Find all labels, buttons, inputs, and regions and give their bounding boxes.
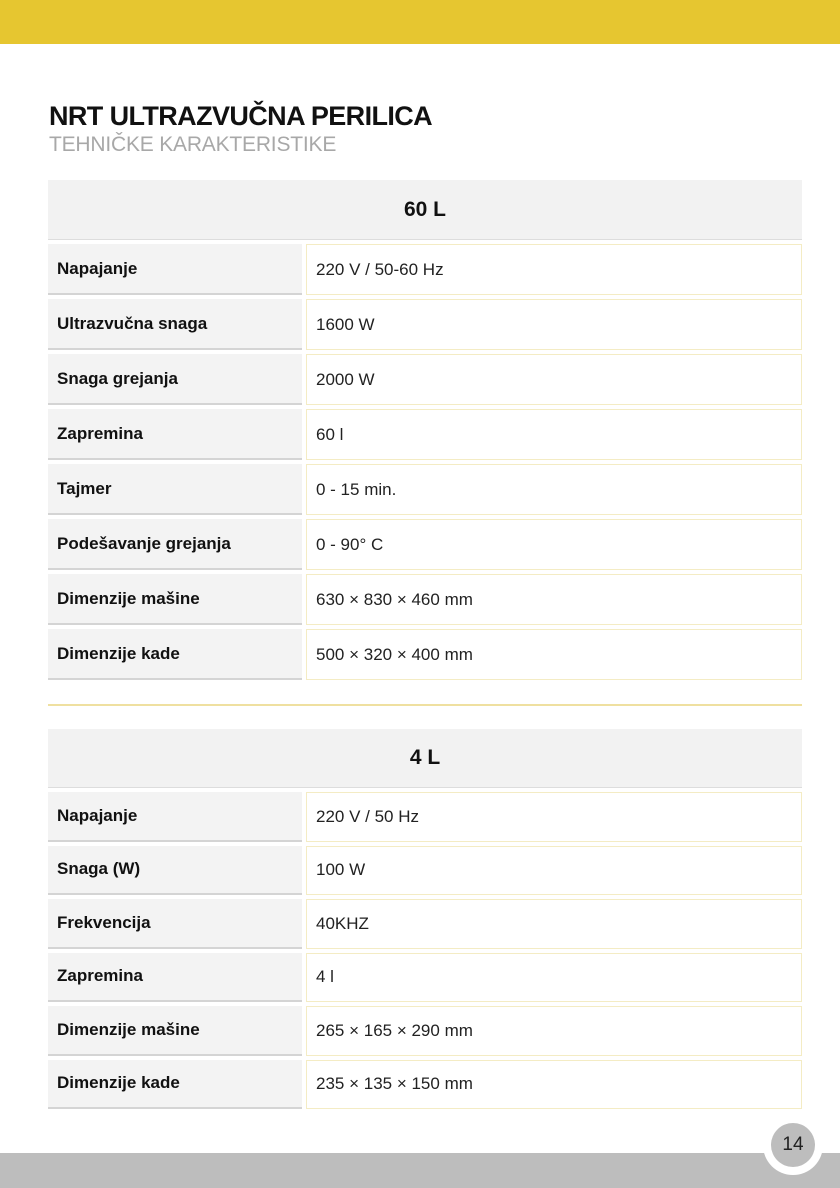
table-row: [48, 949, 802, 1003]
table-row: [48, 788, 802, 842]
spec-value: 265 × 165 × 290 mm: [306, 1006, 802, 1056]
spec-value: 0 - 90° C: [306, 519, 802, 570]
spec-label: Dimenzije kade: [48, 625, 302, 680]
spec-value: 60 l: [306, 409, 802, 460]
spec-value: 1600 W: [306, 299, 802, 350]
spec-value: 220 V / 50-60 Hz: [306, 244, 802, 295]
table-row: [48, 570, 802, 625]
table-row: [48, 350, 802, 405]
spec-value: 500 × 320 × 400 mm: [306, 629, 802, 680]
table-row: [48, 625, 802, 680]
spec-table-4l: [48, 729, 802, 1109]
spec-label: Ultrazvučna snaga: [48, 295, 302, 350]
page-number: 14: [771, 1123, 815, 1167]
table-row: [48, 295, 802, 350]
spec-value: 2000 W: [306, 354, 802, 405]
section-divider: [48, 704, 802, 706]
bottom-footer-band: [0, 1153, 840, 1188]
spec-value: 630 × 830 × 460 mm: [306, 574, 802, 625]
table-row: [48, 842, 802, 896]
table-row: [48, 240, 802, 295]
spec-value: 100 W: [306, 846, 802, 896]
spec-label: Dimenzije kade: [48, 1056, 302, 1110]
spec-table-60l: [48, 180, 802, 680]
spec-value: 40KHZ: [306, 899, 802, 949]
table-row: [48, 460, 802, 515]
table-heading: 4 L: [48, 729, 802, 788]
table-row: [48, 1056, 802, 1110]
spec-label: Dimenzije mašine: [48, 570, 302, 625]
spec-label: Napajanje: [48, 240, 302, 295]
page-subtitle: TEHNIČKE KARAKTERISTIKE: [49, 133, 337, 156]
spec-label: Dimenzije mašine: [48, 1002, 302, 1056]
table-row: [48, 405, 802, 460]
table-row: [48, 515, 802, 570]
table-row: [48, 895, 802, 949]
spec-value: 220 V / 50 Hz: [306, 792, 802, 842]
spec-label: Tajmer: [48, 460, 302, 515]
table-row: [48, 1002, 802, 1056]
spec-label: Zapremina: [48, 405, 302, 460]
spec-label: Snaga (W): [48, 842, 302, 896]
spec-label: Frekvencija: [48, 895, 302, 949]
top-accent-band: [0, 0, 840, 44]
table-heading: 60 L: [48, 180, 802, 240]
spec-label: Snaga grejanja: [48, 350, 302, 405]
spec-label: Zapremina: [48, 949, 302, 1003]
spec-value: 0 - 15 min.: [306, 464, 802, 515]
spec-value: 4 l: [306, 953, 802, 1003]
spec-value: 235 × 135 × 150 mm: [306, 1060, 802, 1110]
page-title: NRT ULTRAZVUČNA PERILICA: [49, 101, 433, 131]
spec-label: Podešavanje grejanja: [48, 515, 302, 570]
spec-label: Napajanje: [48, 788, 302, 842]
